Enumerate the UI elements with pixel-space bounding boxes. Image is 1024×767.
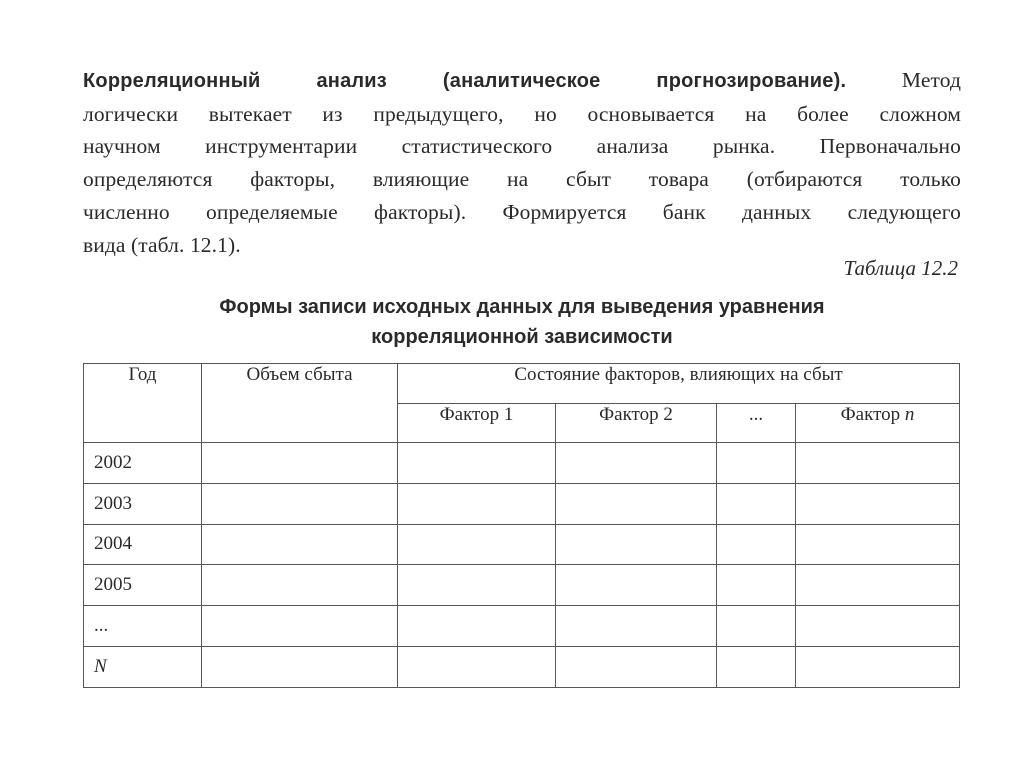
cell xyxy=(202,524,398,565)
cell xyxy=(717,524,796,565)
cell xyxy=(717,483,796,524)
table-row xyxy=(84,565,960,606)
table-number: Таблица 12.2 xyxy=(843,256,958,280)
cell xyxy=(398,524,556,565)
cell xyxy=(398,646,556,687)
table-row xyxy=(84,443,960,484)
row-ellipsis: ... xyxy=(84,606,202,647)
header-row-1 xyxy=(84,364,960,404)
data-table xyxy=(83,363,960,688)
row-n: N xyxy=(84,646,202,687)
cell xyxy=(556,524,717,565)
cell xyxy=(796,483,960,524)
cell xyxy=(202,565,398,606)
table-row xyxy=(84,483,960,524)
header-factor-2: Фактор 2 xyxy=(556,404,717,443)
cell xyxy=(398,565,556,606)
header-year: Год xyxy=(84,364,202,443)
header-factor-n xyxy=(796,404,960,443)
paragraph-bold-lead: Корреляционный анализ (аналитическое прогнозирование). xyxy=(83,70,847,92)
paragraph-line-3: научном инструментарии статистического анализа рынка. Первоначально xyxy=(83,134,961,159)
cell xyxy=(398,483,556,524)
cell xyxy=(556,443,717,484)
table-title-line-2: корреляционной зависимости xyxy=(371,326,673,348)
cell xyxy=(796,524,960,565)
cell xyxy=(202,443,398,484)
cell xyxy=(556,646,717,687)
cell xyxy=(202,646,398,687)
cell xyxy=(556,565,717,606)
paragraph-line-4: определяются факторы, влияющие на сбыт товара (отбираются только xyxy=(83,167,961,192)
cell xyxy=(796,443,960,484)
cell xyxy=(717,606,796,647)
row-year: 2003 xyxy=(84,483,202,524)
cell xyxy=(796,606,960,647)
cell xyxy=(202,483,398,524)
cell xyxy=(796,565,960,606)
cell xyxy=(717,646,796,687)
paragraph-line-6: вида (табл. 12.1). xyxy=(83,232,241,257)
cell xyxy=(717,443,796,484)
cell xyxy=(398,443,556,484)
cell xyxy=(556,483,717,524)
header-factor-n-prefix: Фактор xyxy=(840,404,905,425)
table-row xyxy=(84,646,960,687)
header-factor-1: Фактор 1 xyxy=(398,404,556,443)
paragraph-line-2: логически вытекает из предыдущего, но основывается на более сложном xyxy=(83,101,961,126)
paragraph-line-5: численно определяемые факторы). Формируется банк данных следующего xyxy=(83,199,961,224)
cell xyxy=(556,606,717,647)
table-row xyxy=(84,606,960,647)
table-title xyxy=(83,292,961,352)
paragraph-line-1 xyxy=(83,64,961,98)
header-factor-n-var: n xyxy=(904,404,915,425)
paragraph-line-1-rest: Метод xyxy=(846,68,961,92)
table-row xyxy=(84,524,960,565)
table-title-line-1: Формы записи исходных данных для выведения уравнения xyxy=(219,296,825,318)
cell xyxy=(717,565,796,606)
row-year: 2005 xyxy=(84,565,202,606)
cell xyxy=(202,606,398,647)
cell xyxy=(796,646,960,687)
body-paragraph xyxy=(83,64,961,261)
header-ellipsis: ... xyxy=(717,404,796,443)
cell xyxy=(398,606,556,647)
header-factors-group: Состояние факторов, влияющих на сбыт xyxy=(398,364,960,404)
row-year: 2004 xyxy=(84,524,202,565)
row-year: 2002 xyxy=(84,443,202,484)
header-volume: Объем сбыта xyxy=(202,364,398,443)
